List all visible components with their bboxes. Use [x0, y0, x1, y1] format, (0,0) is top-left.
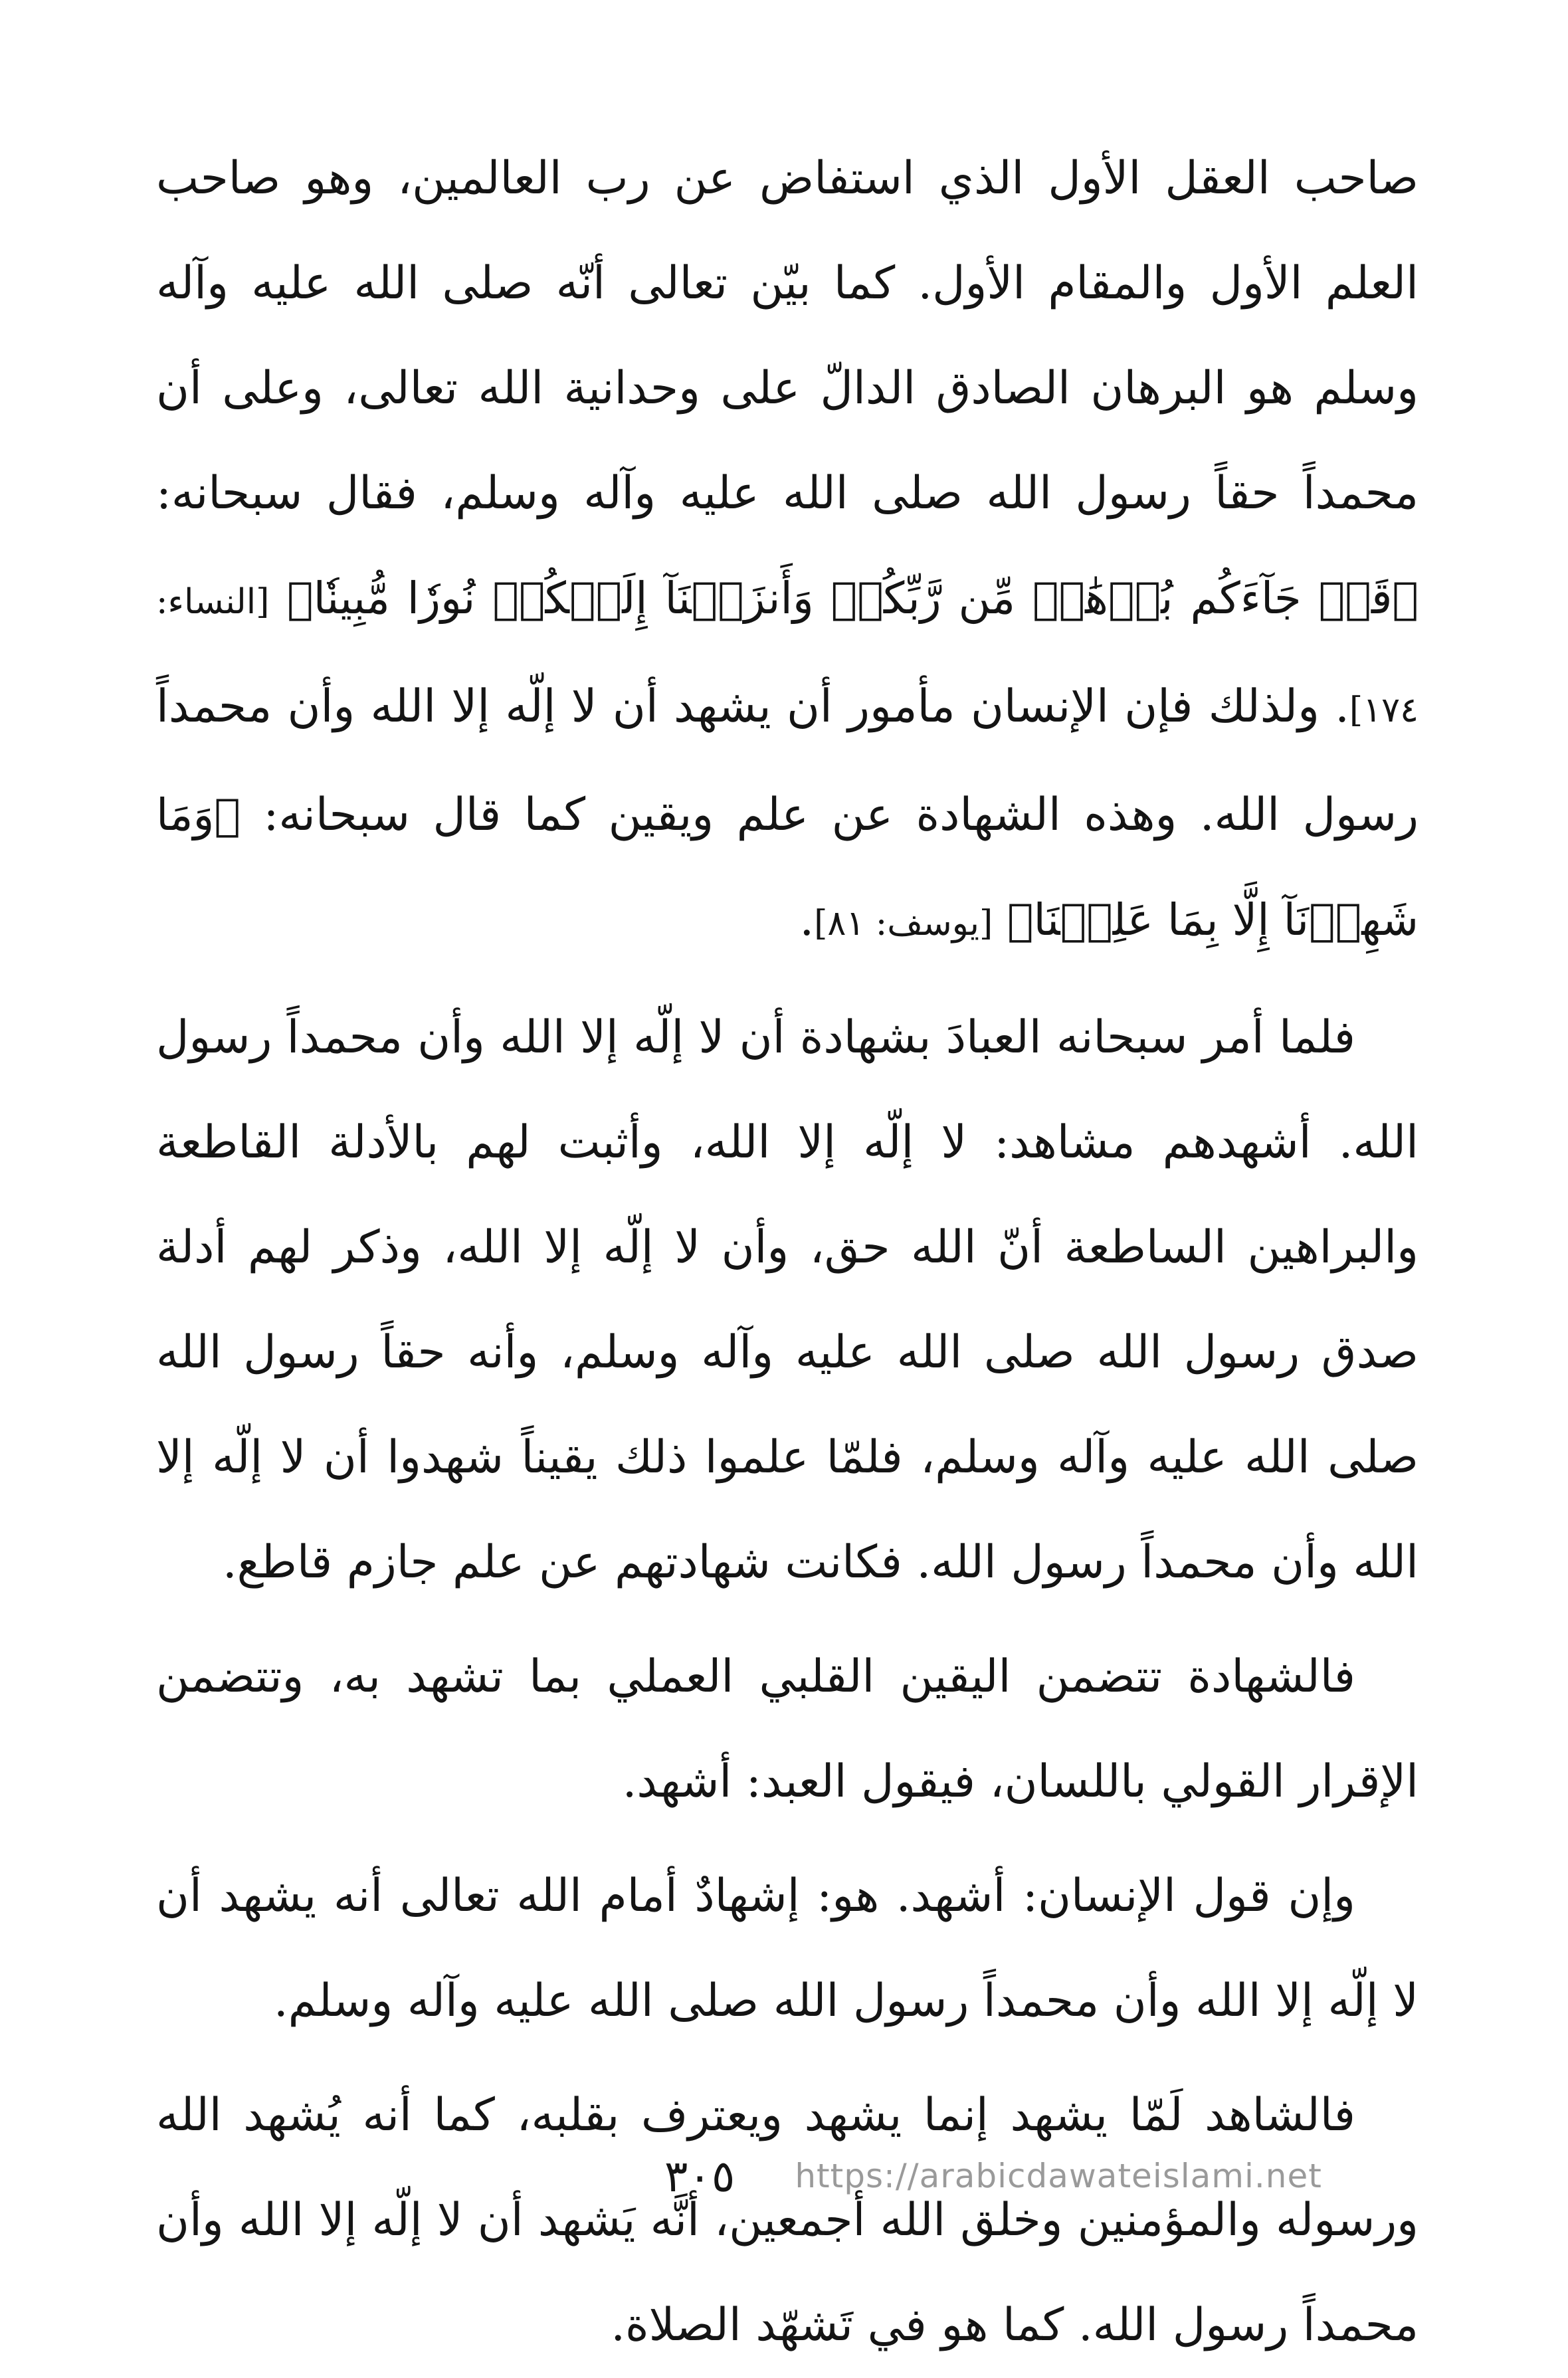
reference-nisa: [النساء: ١٧٤]: [156, 582, 1419, 730]
paragraph-1-end: .: [799, 894, 815, 946]
paragraph-2-text: فلما أمر سبحانه العبادَ بشهادة أن لا إلّه إلا الله وأن محمداً رسول الله. أشهدهم مشاهد: لا إلّه إلا الله، وأثبت لهم بالأدلة القاطعة والبراهين الساطعة أنّ الله حق، وأن لا إلّه إلا الله، وذكر لهم أدلة صدق رسول الله صلى الله عليه وآله وسلم، وأنه حقاً رسول الله صلى الله عليه وآله وسلم، فلمّا علموا ذلك يقيناً شهدوا أن لا إلّه إلا الله وأن محمداً رسول الله. فكانت شهادتهم عن علم جازم قاطع.: [156, 1011, 1419, 1589]
reference-yusuf: [يوسف: ٨١]: [814, 904, 993, 943]
paragraph-1-space-2: [993, 894, 1007, 946]
page-footer: [664, 2146, 1395, 2206]
paragraph-5: [156, 2063, 1419, 2378]
paragraph-4-text: وإن قول الإنسان: أشهد. هو: إشهادٌ أمام الله تعالى أنه يشهد أن لا إلّه إلا الله وأن محمداً رسول الله صلى الله عليه وآله وسلم.: [156, 1870, 1419, 2027]
quran-verse-nisa: ﴿قَدۡ جَآءَكُم بُرۡهَٰنٞ مِّن رَّبِّكُمۡ وَأَنزَلۡنَآ إِلَيۡكُمۡ نُورٗا مُّبِينٗا﴾: [287, 573, 1419, 624]
paragraph-1-text-2: . ولذلك فإن الإنسان مأمور أن يشهد أن لا إلّه إلا الله وأن محمداً رسول الله. وهذه الشهادة عن علم ويقين كما قال سبحانه:: [156, 680, 1419, 841]
page-number: ٣٠٥: [664, 2150, 735, 2202]
paragraph-3-text: فالشهادة تتضمن اليقين القلبي العملي بما تشهد به، وتتضمن الإقرار القولي باللسان، فيقول العبد: أشهد.: [156, 1650, 1419, 1808]
paragraph-1: [156, 126, 1419, 976]
paragraph-1-space-1: [269, 572, 287, 625]
paragraph-4: [156, 1844, 1419, 2054]
quran-verse-yusuf: ﴿وَمَا شَهِدۡنَآ إِلَّا بِمَا عَلِمۡنَا﴾: [156, 789, 1419, 945]
paragraph-3: [156, 1625, 1419, 1834]
paragraph-1-text-1: صاحب العقل الأول الذي استفاض عن رب العالمين، وهو صاحب العلم الأول والمقام الأول. كما بيّن تعالى أنّه صلى الله عليه وآله وسلم هو البرهان الصادق الدالّ على وحدانية الله تعالى، وعلى أن محمداً حقاً رسول الله صلى الله عليه وآله وسلم، فقال سبحانه:: [156, 152, 1419, 520]
paragraph-5-text: فالشاهد لَمّا يشهد إنما يشهد ويعترف بقلبه، كما أنه يُشهد الله ورسوله والمؤمنين وخلق الله أجمعين، أنَّه يَشهد أن لا إلّه إلا الله وأن محمداً رسول الله. كما هو في تَشهّد الصلاة.: [156, 2089, 1419, 2351]
website-watermark: https://arabicdawateislami.net: [795, 2157, 1322, 2195]
paragraph-2: [156, 985, 1419, 1615]
